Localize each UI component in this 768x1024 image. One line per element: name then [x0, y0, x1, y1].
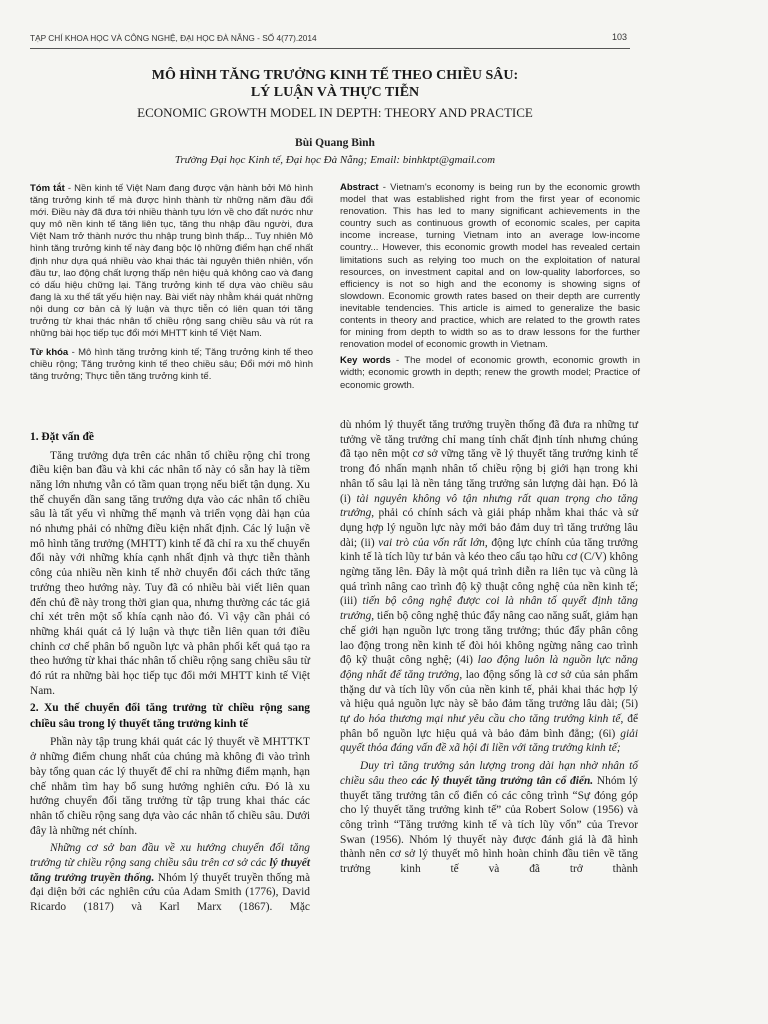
- abstract-english-block: [340, 182, 640, 392]
- text-segment-italic: tự do hóa thương mại như yêu cầu cho tăng trưởng kinh tế: [340, 713, 621, 726]
- section-1-paragraph: Tăng trưởng dựa trên các nhân tố chiều rộng chỉ trong điều kiện ban đầu và khi các nhân tố này có sẵn hay là tiềm năng lớn nhưng vẫn có tầm quan trọng nếu biết tận dụng. Xu thế chuyển dần sang tăng trưởng dựa vào các nhân tố chiều sâu là tất yếu vì những thế mạnh và triển vọng dài hạn của nó nhưng phải có những điều kiện nhất định. Các lý luận về mô hình tăng trưởng (MHTT) kinh tế đã chỉ ra xu thế chuyển đổi này với những khía cạnh nhất định và thực tiễn thành công của nhiều nền kinh tế nhờ chuyển đổi cách thức tăng trưởng theo hướng này. Tuy đã có nhiều bài viết liên quan đến chủ đề này trong thời gian qua, nhưng thường các tác giả chỉ xét trên một số khía cạnh nào đó. Vì vậy cần phải có những khái quát cả lý luận và thực tiễn liên quan tới điều chỉnh cơ chế phân bổ nguồn lực và phân phối kết quả tạo ra theo hướng từ khai thác nhân tố chiều rộng sang chiều sâu từ đó rút ra những bài học tiếp tục đổi mới MHTT kinh tế Việt Nam.: [30, 449, 310, 697]
- running-head: TẠP CHÍ KHOA HỌC VÀ CÔNG NGHỆ, ĐẠI HỌC ĐÀ NẴNG - SỐ 4(77).2014: [30, 33, 317, 43]
- text-segment-bold-italic: lý thuyết tăng trưởng truyền thống.: [30, 857, 310, 884]
- section-2-heading: 2. Xu thế chuyển đổi tăng trưởng từ chiều rộng sang chiều sâu trong lý thuyết tăng trưởng kinh tế: [30, 702, 310, 730]
- keywords-vietnamese-text: - Mô hình tăng trưởng kinh tế; Tăng trưởng kinh tế theo chiều rộng; Tăng trưởng kinh tế theo chiều sâu; Đổi mới mô hình tăng trưởng; Thực tiễn tăng trưởng kinh tế.: [30, 347, 314, 383]
- text-segment: , động lực chính của tăng trưởng kinh tế là tích lũy tư bản và kéo theo cấu tạo hữu cơ (C/V) không ngừng tăng lên. Đây là một quá trình diễn ra liên tục và cũng là quá trình nâng cao trình độ kỹ thuật công nghệ của nền kinh tế; (iii): [340, 536, 638, 608]
- text-segment: , phải có chính sách và giải pháp nhằm khai thác và sử dụng hợp lý nguồn lực này mới bảo đảm duy trì tăng trưởng lâu dài; (ii): [340, 507, 638, 549]
- abstract-english-label: Abstract: [340, 182, 379, 193]
- text-segment: , lao động sống là cơ sở của sản phẩm thặng dư và tích lũy vốn của nền kinh tế, phải khai thác hợp lý và hiệu quả nguồn lực này sẽ bảo đảm tăng trưởng lâu dài; (5i): [340, 668, 638, 711]
- abstract-english: [340, 182, 640, 351]
- abstract-english-text: - Vietnam's economy is being run by the economic growth model that was established right from the first year of economic renovation. This has led to many significant achievements in the country such as continuous growth of economic scales, per capita income increase, turning Vietnam into an average low-income country... However, this economic growth model has revealed certain limitations such as relying too much on the exploitation of natural resources, on investment capital and on low-quality laborforces, so efficiency is not so high and the economy is showing signs of slowdown. Economic growth rates based on their depth are currently inevitable tendencies. This article is aimed to generalize the basic contents in theory and practice, which are related to the growth rates for mining from depth to width so as to draw lessons for the further renovation model of economic growth in Vietnam.: [340, 182, 640, 351]
- abstract-vietnamese-text: - Nền kinh tế Việt Nam đang được vận hành bởi Mô hình tăng trưởng kinh tế mà được hình thành từ những năm đầu đổi mới. Điều này đã đưa tới nhiều thành tựu lớn về cho đất nước như quy mô nền kinh tế tăng liên tục, tăng thu nhập đầu người, đưa Việt Nam trở thành nước thu nhập trung bình thấp... Tuy nhiên Mô hình tăng trưởng kinh tế này đang bộc lộ những điểm hạn chế nhất định như dựa quá nhiều vào khai thác tài nguyên thiên nhiên, vốn đầu tư, lao động chất lượng thấp nên hiệu quả không cao và đang có dấu hiệu chững lại. Tăng trưởng kinh tế dựa vào chiều sâu đang là xu thế tất yếu hiện nay. Bài viết này nhằm khái quát những nội dung cơ bản cả lý luận và thực tiễn có liên quan tới tăng trưởng từ khai thác nhân tố chiều rộng sang chiều sâu và rút ra những bài học tiếp tục đổi mới MHTT kinh tế Việt Nam.: [30, 183, 313, 340]
- body-right-column: [340, 418, 638, 877]
- keywords-english-text: - The model of economic growth, economic growth in width; economic growth in depth; renew the growth model; Practice of economic growth.: [340, 355, 641, 391]
- title-english: ECONOMIC GROWTH MODEL IN DEPTH: THEORY AND PRACTICE: [137, 105, 533, 120]
- abstract-vietnamese-block: [30, 183, 313, 384]
- title-line-1: MÔ HÌNH TĂNG TRƯỞNG KINH TẾ THEO CHIỀU SÂU:: [151, 68, 519, 83]
- text-segment: Nhóm lý thuyết tăng trưởng tân cổ điển có các công trình “Sự đóng góp cho lý thuyết tăng trưởng kinh tế” của Robert Solow (1956) và công trình “Tăng trưởng kinh tế và tích lũy vốn” của Trevor Swan (1956). Nhóm lý thuyết này được đánh giá là đã hình thành nên cơ sở lý thuyết mô hình hoàn chỉnh đầu tiên về tăng trưởng kinh tế và đã trở thành: [340, 774, 638, 876]
- section-2-paragraph-1: Phần này tập trung khái quát các lý thuyết về MHTTKT ở những điểm chung nhất của chúng mà không đi vào trình bày tổng quan các lý thuyết để chỉ ra những điểm mạnh, hạn chế nhằm tìm hay bổ sung hướng nghiên cứu. Đó là xu hướng chuyển đổi tăng trưởng từ tập trung khai thác các nhân tố chiều rộng sang dựa vào các nhân tố chiều sâu. Dưới đây là những nét chính.: [30, 736, 310, 837]
- author-affiliation: Trường Đại học Kinh tế, Đại học Đà Nẵng; Email: binhktpt@gmail.com: [174, 154, 496, 166]
- section-2-paragraph-2: [30, 841, 310, 915]
- abstract-vietnamese: [30, 183, 313, 340]
- text-segment: , để phân bổ nguồn lực hiệu quả và bảo đảm bình đẳng; (6i): [340, 713, 638, 740]
- text-segment: , tiến bộ công nghệ thúc đẩy nâng cao năng suất, giảm hạn chế giới hạn nguồn lực trong tăng trưởng; thúc đẩy phân công lao động trong nền kinh tế đòi hỏi không ngừng nâng cao trình độ kỹ thuật công nghệ; (4i): [340, 610, 638, 667]
- text-segment-italic: vai trò của vốn rất lớn: [378, 536, 485, 549]
- title-line-2: LÝ LUẬN VÀ THỰC TIỄN: [250, 85, 420, 100]
- keywords-vietnamese: [30, 347, 313, 383]
- keywords-english: [340, 355, 640, 391]
- text-segment-italic: tiến bộ công nghệ được coi là nhân tố quyết định tăng trưởng: [340, 595, 638, 623]
- section-2-paragraph-3: [340, 759, 638, 877]
- keywords-english-label: Key words: [340, 355, 391, 367]
- text-segment-italic: tài nguyên không vô tận nhưng rất quan trọng cho tăng trưởng: [340, 492, 638, 520]
- text-segment-bold-italic: các lý thuyết tăng trưởng tân cổ điển.: [411, 774, 594, 787]
- keywords-vietnamese-label: Từ khóa: [30, 347, 69, 359]
- author-name: Bùi Quang Bình: [295, 137, 375, 149]
- page-number: 103: [612, 32, 628, 42]
- header-rule: [30, 48, 630, 49]
- text-segment-italic: lao động luôn là nguồn lực năng động nhất để tăng trưởng: [340, 654, 638, 681]
- text-segment-italic: Những cơ sở ban đầu về xu hướng chuyển đổi tăng trưởng từ chiều rộng sang chiều sâu trên cơ sở các: [30, 842, 310, 870]
- abstract-vietnamese-label: Tóm tắt: [30, 183, 65, 194]
- body-left-column: [30, 430, 310, 915]
- text-segment-italic: giải quyết thỏa đáng vấn đề xã hội đi liền với tăng trưởng kinh tế;: [340, 727, 638, 755]
- title-vietnamese: [30, 67, 640, 101]
- section-1-heading: 1. Đặt vấn đề: [30, 431, 94, 443]
- text-segment: dù nhóm lý thuyết tăng trưởng truyền thống đã đưa ra những tư tưởng về tăng trưởng chỉ mang tính chất định tính nhưng chúng đã tạo nên một cơ sở vững tăng về lý thuyết tăng trưởng kinh tế trong đó nhấn mạnh nhân tố chiều rộng bị giới hạn trong khi nhân tố sâu lại là nền tảng tăng trưởng sản lượng dài hạn. Đó là (i): [340, 419, 638, 505]
- section-2-paragraph-2-continued: [340, 418, 638, 756]
- text-segment-italic: Duy trì tăng trưởng sản lượng trong dài hạn nhờ nhân tố chiều sâu theo: [340, 760, 638, 787]
- text-segment: Nhóm lý thuyết truyền thống mà đại diện bởi các nghiên cứu của Adam Smith (1776), David Ricardo (1817) và Karl Marx (1867). Mặc: [30, 871, 311, 914]
